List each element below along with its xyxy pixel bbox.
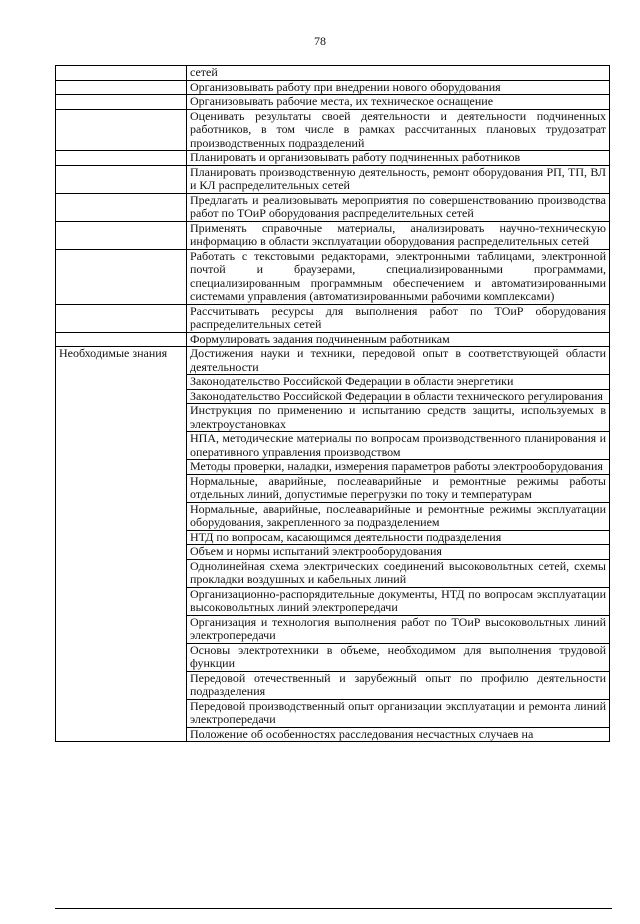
knowledge-item: Передовой отечественный и зарубежный опыт по профилю деятельности подразделения	[187, 671, 610, 699]
skills-row	[56, 304, 610, 332]
knowledge-item: Инструкция по применению и испытанию средств защиты, используемых в электроустановках	[187, 404, 610, 432]
knowledge-item: НТД по вопросам, касающимся деятельности подразделения	[187, 530, 610, 545]
knowledge-item: Достижения науки и техники, передовой опыт в соответствующей области деятельности	[187, 347, 610, 375]
section-title: Необходимые знания	[56, 347, 187, 742]
requirements-table-body	[56, 66, 610, 742]
section-label-cell	[56, 109, 187, 151]
knowledge-item: Основы электротехники в объеме, необходимом для выполнения трудовой функции	[187, 643, 610, 671]
section-label-cell	[56, 304, 187, 332]
section-label-cell	[56, 332, 187, 347]
skills-row	[56, 95, 610, 110]
skills-row	[56, 151, 610, 166]
skill-item: Оценивать результаты своей деятельности и деятельности подчиненных работников, в том числе в рамках рассчитанных плановых трудозатрат производственных подразделений	[187, 109, 610, 151]
knowledge-item: НПА, методические материалы по вопросам производственного планирования и оперативного управления производством	[187, 432, 610, 460]
section-label-cell	[56, 221, 187, 249]
section-label-cell	[56, 249, 187, 304]
skills-row	[56, 66, 610, 81]
knowledge-item: Организация и технология выполнения работ по ТОиР высоковольтных линий электропередачи	[187, 615, 610, 643]
section-label-cell	[56, 193, 187, 221]
knowledge-item: Законодательство Российской Федерации в области технического регулирования	[187, 389, 610, 404]
knowledge-row	[56, 347, 610, 375]
knowledge-item: Однолинейная схема электрических соединений высоковольтных сетей, схемы прокладки воздушных и кабельных линий	[187, 559, 610, 587]
section-label-cell	[56, 151, 187, 166]
skill-item: сетей	[187, 66, 610, 81]
knowledge-item: Законодательство Российской Федерации в области энергетики	[187, 375, 610, 390]
section-label-cell	[56, 165, 187, 193]
skills-row	[56, 165, 610, 193]
skill-item: Формулировать задания подчиненным работникам	[187, 332, 610, 347]
section-label-cell	[56, 66, 187, 81]
knowledge-item: Методы проверки, наладки, измерения параметров работы электрооборудования	[187, 460, 610, 475]
page-number: 78	[314, 34, 326, 48]
skill-item: Организовывать работу при внедрении нового оборудования	[187, 80, 610, 95]
section-label-cell	[56, 80, 187, 95]
skill-item: Планировать и организовывать работу подчиненных работников	[187, 151, 610, 166]
skill-item: Рассчитывать ресурсы для выполнения работ по ТОиР оборудования распределительных сетей	[187, 304, 610, 332]
knowledge-item: Передовой производственный опыт организации эксплуатации и ремонта линий электропередачи	[187, 699, 610, 727]
skill-item: Предлагать и реализовывать мероприятия по совершенствованию производства работ по ТОиР оборудования распределительных сетей	[187, 193, 610, 221]
knowledge-item: Объем и нормы испытаний электрооборудования	[187, 545, 610, 560]
page-bottom-rule	[55, 908, 612, 909]
skill-item: Планировать производственную деятельность, ремонт оборудования РП, ТП, ВЛ и КЛ распределительных сетей	[187, 165, 610, 193]
knowledge-item: Организационно-распорядительные документы, НТД по вопросам эксплуатации высоковольтных линий электропередачи	[187, 587, 610, 615]
skill-item: Организовывать рабочие места, их техническое оснащение	[187, 95, 610, 110]
knowledge-item: Нормальные, аварийные, послеаварийные и ремонтные режимы эксплуатации оборудования, закрепленного за подразделением	[187, 502, 610, 530]
skills-row	[56, 332, 610, 347]
knowledge-item: Положение об особенностях расследования несчастных случаев на	[187, 727, 610, 742]
skills-row	[56, 249, 610, 304]
skill-item: Применять справочные материалы, анализировать научно-техническую информацию в области эксплуатации оборудования распределительных сетей	[187, 221, 610, 249]
skills-row	[56, 80, 610, 95]
knowledge-item: Нормальные, аварийные, послеаварийные и ремонтные режимы работы отдельных линий, допустимые перегрузки по току и температурам	[187, 474, 610, 502]
skills-row	[56, 109, 610, 151]
requirements-table	[55, 65, 610, 742]
skill-item: Работать с текстовыми редакторами, электронными таблицами, электронной почтой и браузерами, специализированными программами, специализированным программным обеспечением и автоматизированными системами управления (автоматизированными рабочими комплексами)	[187, 249, 610, 304]
section-label-cell	[56, 95, 187, 110]
skills-row	[56, 193, 610, 221]
skills-row	[56, 221, 610, 249]
